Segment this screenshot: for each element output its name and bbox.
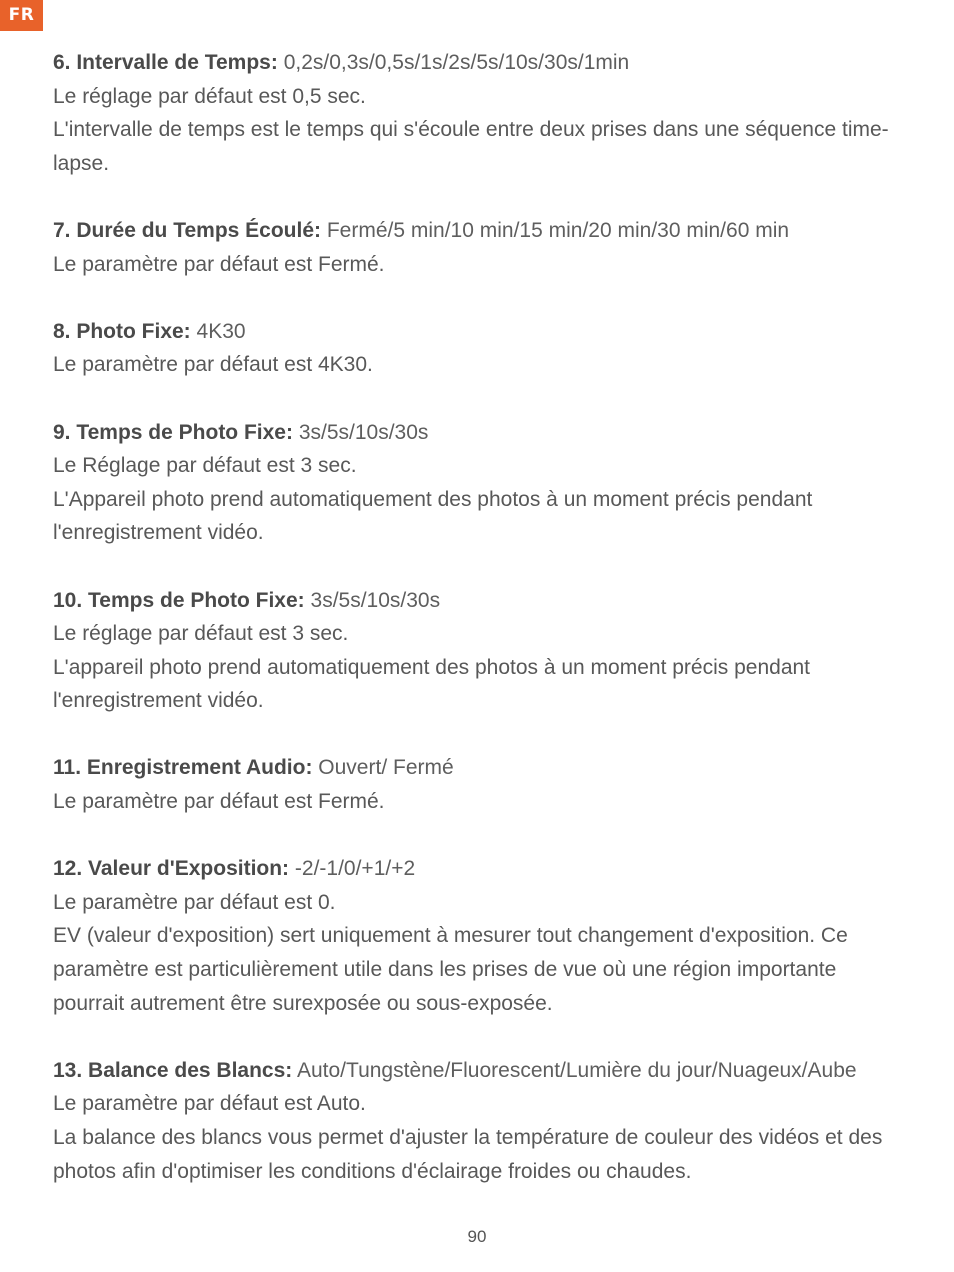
setting-still-photo [53,315,913,382]
setting-options: Auto/Tungstène/Fluorescent/Lumière du jour/Nuageux/Aube [296,1058,857,1082]
setting-description: L'appareil photo prend automatiquement des photos à un moment précis pendant l'enregistrement vidéo. [53,655,811,713]
setting-description: L'intervalle de temps est le temps qui s'écoule entre deux prises dans une séquence time-lapse. [53,118,889,175]
setting-timelapse-duration [53,214,913,281]
setting-heading: 13. Balance des Blancs: [53,1058,293,1082]
setting-default: Le paramètre par défaut est Fermé. [53,790,385,814]
setting-title-line [53,46,913,80]
setting-heading: 6. Intervalle de Temps: [53,51,278,74]
setting-heading: 8. Photo Fixe: [53,319,191,343]
setting-default: Le réglage par défaut est 0,5 sec. [53,84,366,108]
setting-still-photo-time-2 [53,584,913,718]
setting-description: L'Appareil photo prend automatiquement des photos à un moment précis pendant l'enregistrement vidéo. [53,487,813,545]
setting-heading: 11. Enregistrement Audio: [53,756,313,780]
setting-audio-recording [53,751,913,818]
setting-still-photo-time-1 [53,416,913,550]
setting-description: EV (valeur d'exposition) sert uniquement à mesurer tout changement d'exposition. Ce paramètre est particulièrement utile dans les prises de vue où une région importante pourrait autrement être surexposée ou sous-exposée. [53,924,848,1015]
setting-options: 4K30 [196,319,246,343]
setting-title-line [53,315,913,349]
setting-title-line [53,584,913,618]
setting-heading: 7. Durée du Temps Écoulé: [53,218,322,242]
setting-heading: 9. Temps de Photo Fixe: [53,420,293,444]
settings-list [53,46,913,1222]
setting-exposure-value [53,852,913,1020]
setting-options: Fermé/5 min/10 min/15 min/20 min/30 min/60 min [326,218,790,242]
setting-default: Le paramètre par défaut est 0. [53,890,336,914]
setting-time-interval [53,46,913,180]
setting-description: La balance des blancs vous permet d'ajuster la température de couleur des vidéos et des photos afin d'optimiser les conditions d'éclairage froides ou chaudes. [53,1126,883,1183]
setting-default: Le paramètre par défaut est Auto. [53,1092,366,1116]
setting-default: Le paramètre par défaut est Fermé. [53,252,385,276]
setting-title-line [53,852,913,886]
setting-options: Ouvert/ Fermé [318,756,454,780]
setting-title-line [53,751,913,785]
setting-options: 0,2s/0,3s/0,5s/1s/2s/5s/10s/30s/1min [283,51,630,74]
setting-default: Le Réglage par défaut est 3 sec. [53,454,357,478]
setting-options: 3s/5s/10s/30s [298,420,429,444]
setting-options: 3s/5s/10s/30s [310,588,441,612]
setting-title-line [53,214,913,248]
language-tab: FR [0,0,43,31]
setting-heading: 10. Temps de Photo Fixe: [53,588,305,612]
setting-default: Le paramètre par défaut est 4K30. [53,353,373,377]
setting-white-balance [53,1054,913,1188]
page-number: 90 [467,1227,487,1246]
setting-heading: 12. Valeur d'Exposition: [53,857,290,881]
setting-title-line [53,1054,913,1088]
setting-default: Le réglage par défaut est 3 sec. [53,622,349,646]
setting-options: -2/-1/0/+1/+2 [294,857,416,881]
setting-title-line [53,416,913,450]
